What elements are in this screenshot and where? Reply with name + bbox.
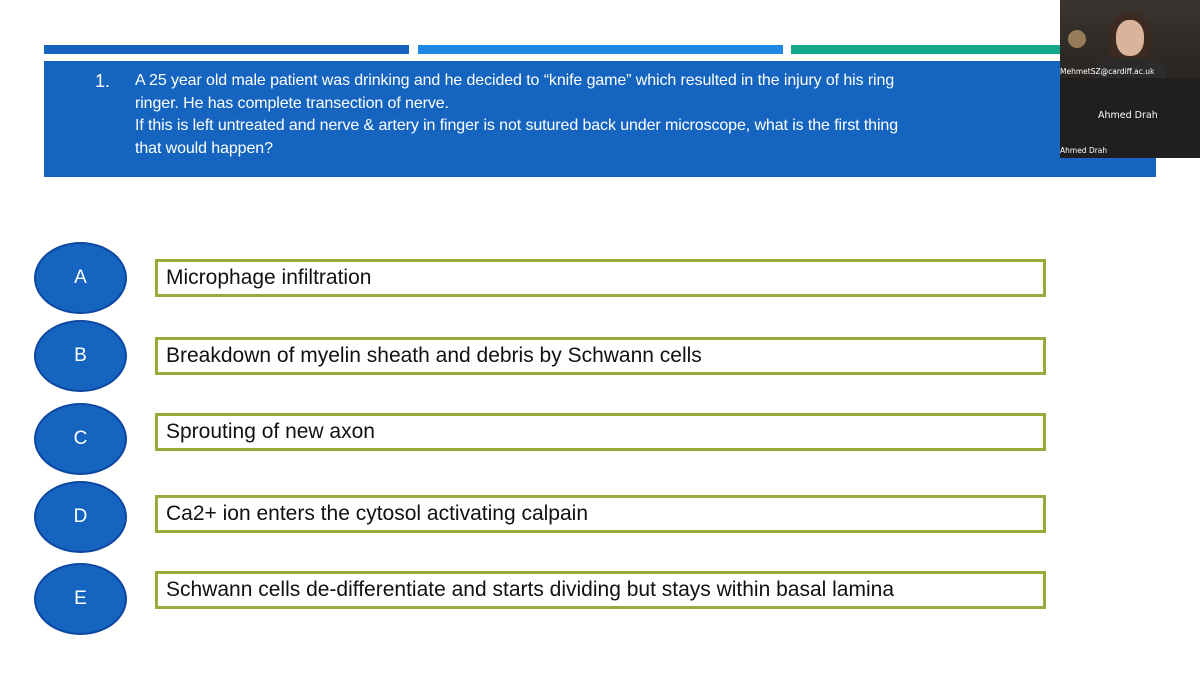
header-bar-light-blue — [418, 45, 783, 54]
question-line: ringer. He has complete transection of nerve. — [135, 94, 449, 112]
option-c-marker[interactable]: C — [34, 403, 127, 475]
option-c-answer[interactable]: Sprouting of new axon — [155, 413, 1046, 451]
participant-name-center: Ahmed Drah — [1098, 110, 1158, 121]
option-e-answer[interactable]: Schwann cells de-differentiate and starts dividing but stays within basal lamina — [155, 571, 1046, 609]
header-bar-teal — [791, 45, 1061, 54]
question-panel — [44, 61, 1156, 177]
question-line: that would happen? — [135, 139, 273, 157]
participant-email-label: MehmetSZ@cardiff.ac.uk — [1060, 67, 1155, 76]
participant-name-label: Ahmed Drah — [1060, 146, 1108, 155]
question-line: A 25 year old male patient was drinking and he decided to “knife game” which resulted in the injury of his ring — [135, 72, 895, 89]
option-d-marker[interactable]: D — [34, 481, 127, 553]
participant-face — [1116, 20, 1144, 56]
option-b-marker[interactable]: B — [34, 320, 127, 392]
question-line: If this is left untreated and nerve & artery in finger is not sutured back under microscope, what is the first thing — [135, 117, 899, 134]
option-b-answer[interactable]: Breakdown of myelin sheath and debris by Schwann cells — [155, 337, 1046, 375]
question-text — [135, 70, 1005, 160]
background-lamp — [1068, 30, 1086, 48]
question-number: 1. — [95, 71, 111, 91]
option-a-answer[interactable]: Microphage infiltration — [155, 259, 1046, 297]
header-bar-dark-blue — [44, 45, 409, 54]
video-call-panel[interactable] — [1060, 0, 1200, 158]
option-a-marker[interactable]: A — [34, 242, 127, 314]
option-d-answer[interactable]: Ca2+ ion enters the cytosol activating calpain — [155, 495, 1046, 533]
option-e-marker[interactable]: E — [34, 563, 127, 635]
